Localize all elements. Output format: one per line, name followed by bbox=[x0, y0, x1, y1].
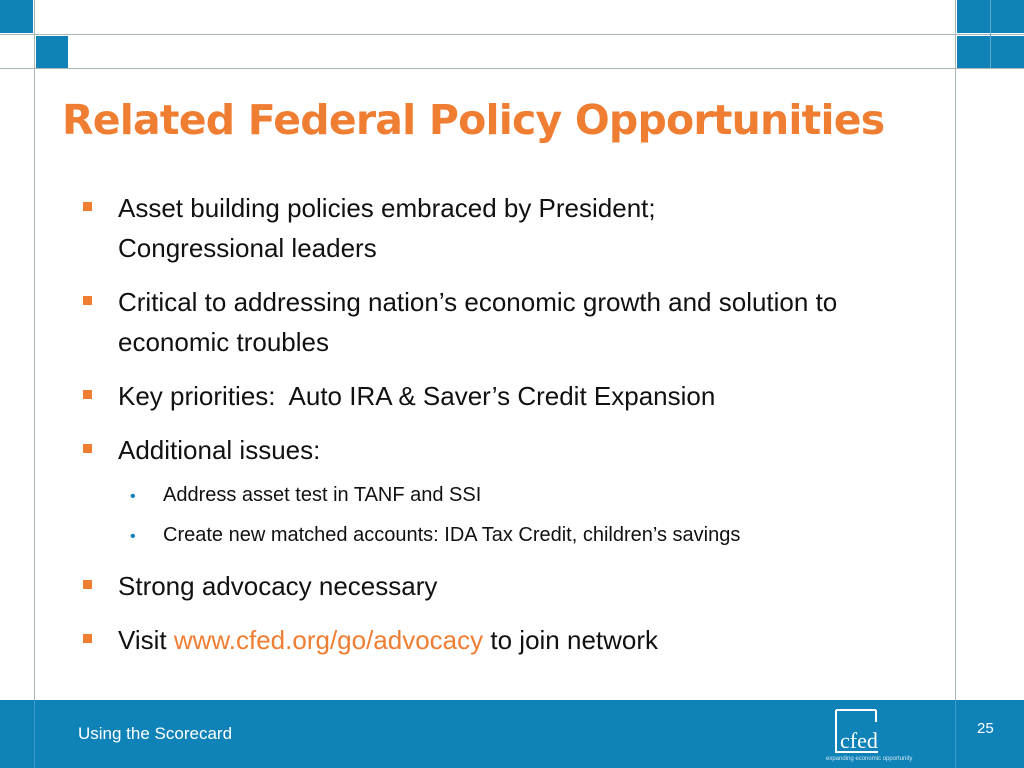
logo-tagline: expanding economic opportunity bbox=[826, 756, 913, 762]
slide-title: Related Federal Policy Opportunities bbox=[62, 96, 885, 144]
corner-square-top-left bbox=[0, 0, 33, 33]
corner-square-left bbox=[36, 36, 68, 68]
bullet-text: Key priorities: Auto IRA & Saver’s Credit Expansion bbox=[118, 381, 716, 411]
square-bullet-icon bbox=[83, 580, 92, 589]
cfed-logo bbox=[826, 708, 942, 762]
bullet-text bbox=[118, 620, 928, 660]
bullet-item bbox=[78, 620, 928, 660]
dot-bullet-icon: • bbox=[130, 488, 136, 505]
square-bullet-icon bbox=[83, 202, 92, 211]
bullet-text-prefix: Visit bbox=[118, 625, 174, 655]
footer-divider-right bbox=[955, 700, 956, 768]
frame-line-right bbox=[955, 0, 956, 700]
square-bullet-icon bbox=[83, 444, 92, 453]
bullet-text: Strong advocacy necessary bbox=[118, 571, 438, 601]
bullet-item bbox=[78, 566, 928, 606]
sub-bullet-item bbox=[130, 522, 930, 548]
frame-line-top bbox=[0, 34, 1024, 35]
sub-bullet-item bbox=[130, 482, 930, 508]
bullet-item bbox=[78, 430, 928, 470]
square-bullet-icon bbox=[83, 296, 92, 305]
sub-bullet-text: Create new matched accounts: IDA Tax Credit, children’s savings bbox=[163, 524, 741, 546]
footer-label: Using the Scorecard bbox=[78, 724, 233, 743]
bullet-item bbox=[78, 188, 928, 268]
square-bullet-icon bbox=[83, 634, 92, 643]
bullet-item bbox=[78, 282, 928, 362]
square-bullet-icon bbox=[83, 390, 92, 399]
sub-bullet-text: Address asset test in TANF and SSI bbox=[163, 484, 482, 506]
page-number: 25 bbox=[977, 720, 994, 737]
bullet-text: Asset building policies embraced by President; Congressional leaders bbox=[118, 193, 656, 263]
dot-bullet-icon: • bbox=[130, 528, 136, 545]
logo-wordmark: cfed bbox=[840, 728, 878, 753]
frame-line-header bbox=[0, 68, 1024, 69]
bullet-item bbox=[78, 376, 928, 416]
advocacy-link[interactable]: www.cfed.org/go/advocacy bbox=[173, 625, 484, 655]
bullet-text: Additional issues: bbox=[118, 435, 321, 465]
bullet-text: Critical to addressing nation’s economic growth and solution to economic troubles bbox=[118, 287, 838, 357]
frame-line-right-outer bbox=[990, 0, 991, 68]
bullet-text-suffix: to join network bbox=[483, 625, 659, 655]
frame-line-left bbox=[34, 0, 35, 700]
footer-divider-left bbox=[34, 700, 35, 768]
